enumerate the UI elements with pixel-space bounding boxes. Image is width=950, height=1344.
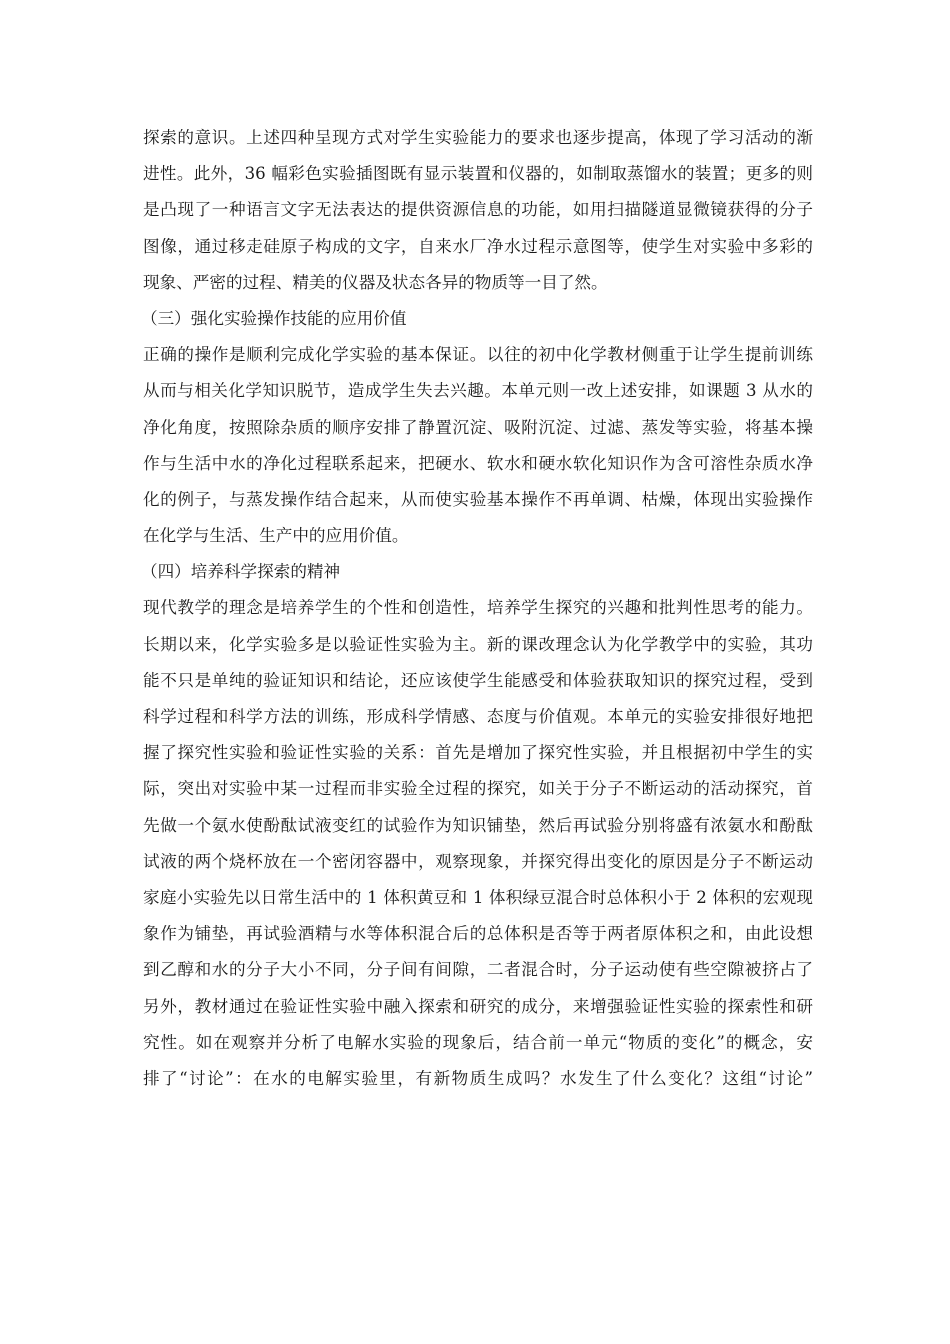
section-heading-4: （四）培养科学探索的精神 — [141, 562, 341, 582]
text-line: 化的例子，与蒸发操作结合起来，从而使实验基本操作不再单调、枯燥，体现出实验操作 — [143, 489, 813, 509]
paragraph-experiment-illustrations — [143, 120, 813, 301]
text-line: 际，突出对实验中某一过程而非实验全过程的探究，如关于分子不断运动的活动探究，首 — [143, 779, 813, 799]
text-line: 试液的两个烧杯放在一个密闭容器中，观察现象，并探究得出变化的原因是分子不断运动 — [143, 851, 813, 871]
text-line: 现代教学的理念是培养学生的个性和创造性，培养学生探究的兴趣和批判性思考的能力。 — [143, 598, 813, 618]
text-line: 握了探究性实验和验证性实验的关系：首先是增加了探究性实验，并且根据初中学生的实 — [143, 743, 813, 763]
text-line: 科学过程和科学方法的训练，形成科学情感、态度与价值观。本单元的实验安排很好地把 — [143, 707, 813, 726]
text-line: 到乙醇和水的分子大小不同，分子间有间隙，二者混合时，分子运动使有些空隙被挤占了 — [143, 960, 813, 980]
text-line: 在化学与生活、生产中的应用价值。 — [143, 526, 409, 546]
text-line: 图像，通过移走硅原子构成的文字，自来水厂净水过程示意图等，使学生对实验中多彩的 — [143, 236, 813, 256]
text-line: 作与生活中水的净化过程联系起来，把硬水、软水和硬水软化知识作为含可溶性杂质水净 — [143, 453, 813, 473]
text-line: 是凸现了一种语言文字无法表达的提供资源信息的功能，如用扫描隧道显微镜获得的分子 — [143, 200, 813, 220]
paragraph-operation-skills — [143, 337, 813, 554]
text-line: 家庭小实验先以日常生活中的 1 体积黄豆和 1 体积绿豆混合时总体积小于 2 体积的宏观现 — [143, 887, 813, 907]
text-line: 排了“讨论”：在水的电解实验里，有新物质生成吗？水发生了什么变化？这组“讨论” — [143, 1068, 813, 1088]
text-line: 象作为铺垫，再试验酒精与水等体积混合后的总体积是否等于两者原体积之和，由此设想 — [143, 924, 813, 944]
text-line: 进性。此外，36 幅彩色实验插图既有显示装置和仪器的，如制取蒸馏水的装置；更多的则 — [143, 164, 813, 184]
text-line: 先做一个氨水使酚酞试液变红的试验作为知识铺垫，然后再试验分别将盛有浓氨水和酚酞 — [143, 815, 813, 835]
text-line: 净化角度，按照除杂质的顺序安排了静置沉淀、吸附沉淀、过滤、蒸发等实验，将基本操 — [143, 417, 813, 437]
text-line: 正确的操作是顺利完成化学实验的基本保证。以往的初中化学教材侧重于让学生提前训练 — [143, 345, 813, 365]
text-line: 现象、严密的过程、精美的仪器及状态各异的物质等一目了然。 — [143, 272, 608, 292]
text-line: 从而与相关化学知识脱节，造成学生失去兴趣。本单元则一改上述安排，如课题 3 从水的 — [143, 381, 813, 401]
text-line: 长期以来，化学实验多是以验证性实验为主。新的课改理念认为化学教学中的实验，其功 — [143, 634, 813, 654]
text-line: 能不只是单纯的验证知识和结论，还应该使学生能感受和体验获取知识的探究过程，受到 — [143, 670, 813, 690]
document-body — [143, 120, 813, 1097]
text-line: 究性。如在观察并分析了电解水实验的现象后，结合前一单元“物质的变化”的概念，安 — [143, 1032, 813, 1052]
section-heading-3: （三）强化实验操作技能的应用价值 — [141, 308, 407, 328]
text-line: 探索的意识。上述四种呈现方式对学生实验能力的要求也逐步提高，体现了学习活动的渐 — [143, 128, 813, 147]
paragraph-scientific-exploration — [143, 590, 813, 1097]
text-line: 另外，教材通过在验证性实验中融入探索和研究的成分，来增强验证性实验的探索性和研 — [143, 996, 813, 1016]
